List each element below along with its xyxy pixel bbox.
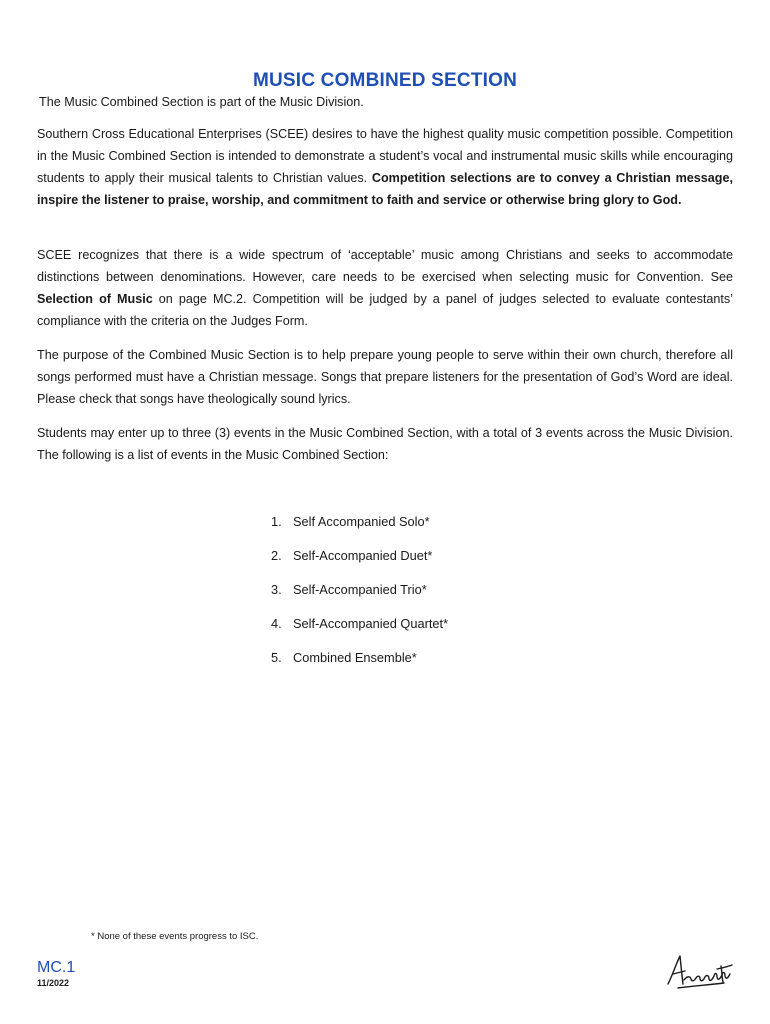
selection-of-music-reference: Selection of Music: [37, 292, 153, 306]
list-item: [271, 579, 448, 613]
recognition-paragraph-text: SCEE recognizes that there is a wide spectrum of ‘acceptable’ music among Christians and seeks to accommodate distinctions between denominations. However, care needs to be exercised when selecting music for Convention. See: [37, 248, 733, 284]
list-item-label: Self Accompanied Solo*: [293, 514, 430, 529]
footnote: * None of these events progress to ISC.: [91, 931, 259, 942]
page-date: 11/2022: [37, 978, 70, 988]
purpose-paragraph: The purpose of the Combined Music Section is to help prepare young people to serve within their own church, therefore all songs performed must have a Christian message. Songs that prepare listeners for the presentation of God’s Word are ideal. Please check that songs have theologically sound lyrics.: [37, 348, 733, 406]
list-item: [271, 613, 448, 647]
list-item: [271, 647, 448, 681]
list-item-label: Combined Ensemble*: [293, 650, 417, 665]
list-item-number: 4.: [271, 616, 282, 631]
list-item-number: 1.: [271, 514, 282, 529]
list-item-label: Self-Accompanied Quartet*: [293, 616, 449, 631]
scee-paragraph: [37, 123, 733, 211]
list-item-number: 5.: [271, 650, 282, 665]
list-item-label: Self-Accompanied Duet*: [293, 548, 433, 563]
recognition-paragraph: [37, 244, 733, 332]
list-item: [271, 511, 448, 545]
scee-paragraph-text: Southern Cross Educational Enterprises (SCEE) desires to have the highest quality music competition possible. Competition in the Music Combined Section is intended to demonstrate a student’s vocal and instrumental music skills while encouraging students to apply their musical talents to Christian values.: [37, 127, 733, 185]
events-list: [271, 511, 448, 681]
list-item: [271, 545, 448, 579]
page-code: MC.1: [37, 959, 76, 976]
recognition-paragraph-text-end: on page MC.2. Competition will be judged by a panel of judges selected to evaluate contestants’ compliance with the criteria on the Judges Form.: [37, 292, 733, 328]
accelerate-logo-icon: [664, 950, 736, 994]
entry-paragraph: Students may enter up to three (3) events in the Music Combined Section, with a total of 3 events across the Music Division. The following is a list of events in the Music Combined Section:: [37, 426, 733, 462]
list-item-number: 3.: [271, 582, 282, 597]
intro-paragraph: The Music Combined Section is part of the Music Division.: [39, 95, 364, 109]
page-title: MUSIC COMBINED SECTION: [252, 69, 518, 91]
list-item-label: Self-Accompanied Trio*: [293, 582, 427, 597]
list-item-number: 2.: [271, 548, 282, 563]
scee-paragraph-emphasis: Competition selections are to convey a Christian message, inspire the listener to praise, worship, and commitment to faith and service or otherwise bring glory to God.: [37, 171, 733, 207]
